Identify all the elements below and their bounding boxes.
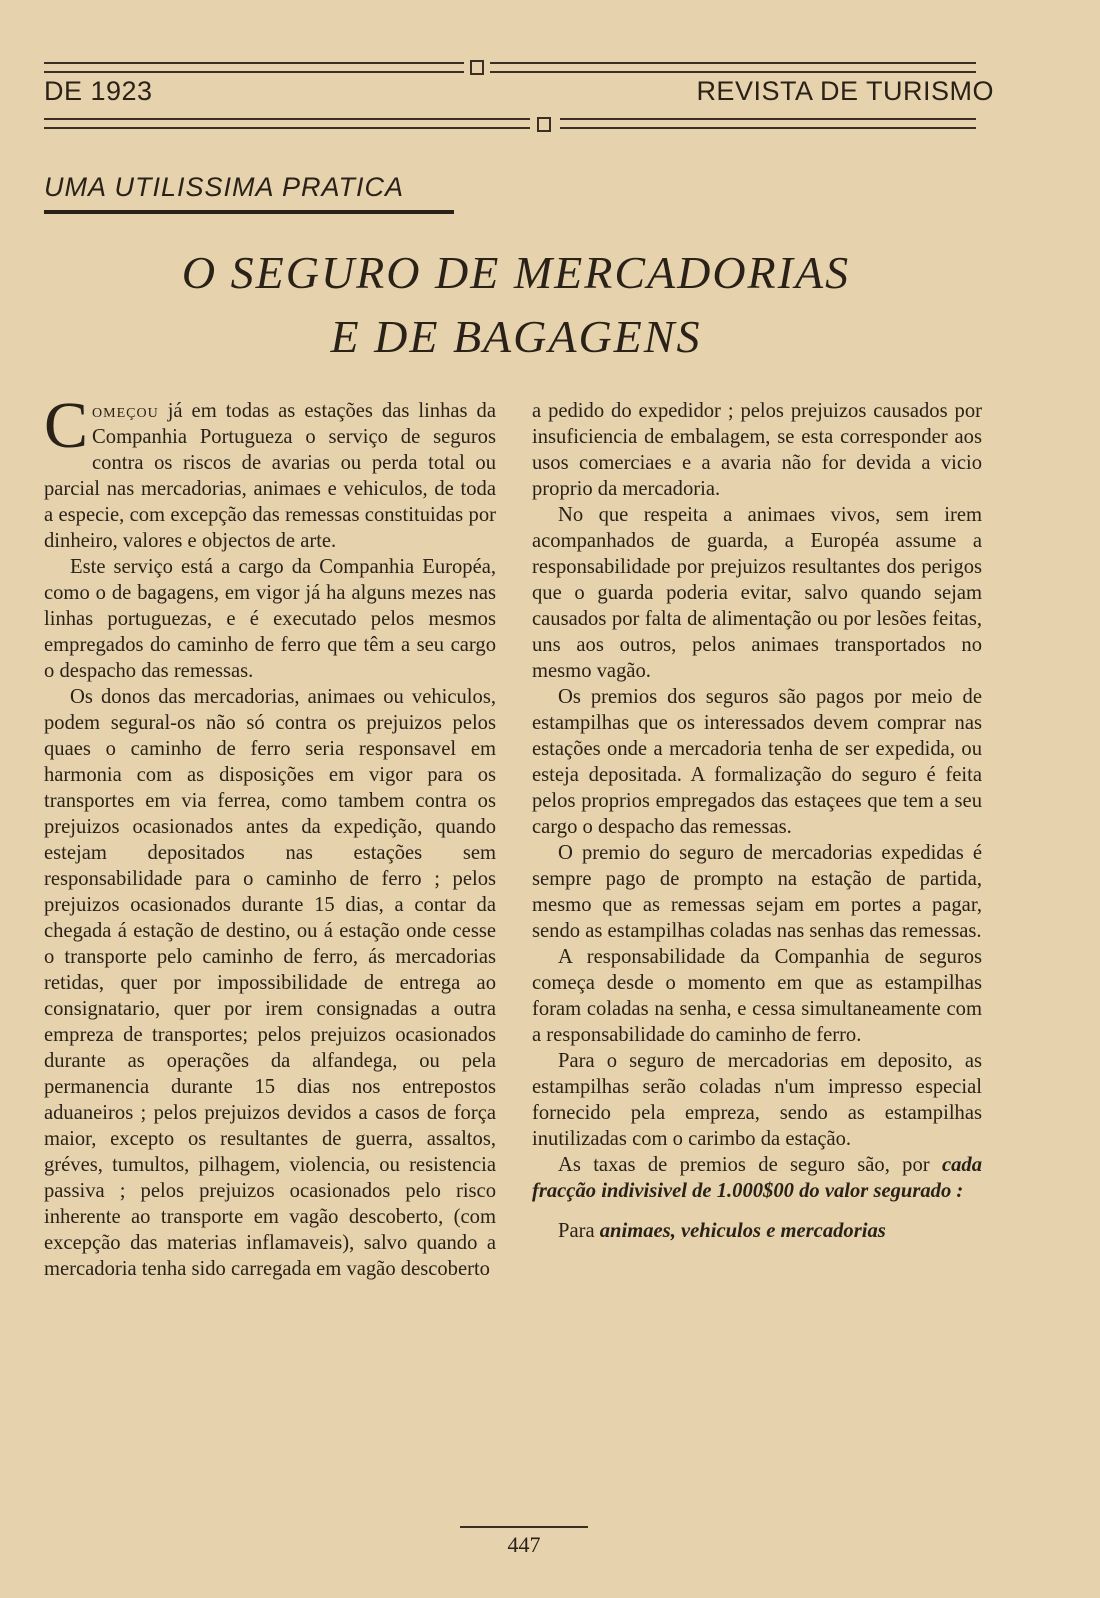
header-magazine-name: REVISTA DE TURISMO (696, 76, 994, 106)
paragraph-10-text: Para (558, 1220, 600, 1242)
paragraph-5: Os premios dos seguros são pagos por meio de estampilhas que os interessados devem comprar nas estações onde a mercadoria tenha de ser expedida, ou esteja depositada. A formalização do seguro é feita pelos proprios empregados das estaçees que tem a seu cargo o despacho das remessas. (532, 686, 982, 838)
paragraph-1 (44, 389, 496, 554)
paragraph-9-text: As taxas de premios de seguro são, por (558, 1154, 942, 1176)
paragraph-10 (532, 1218, 982, 1244)
header-bottom-rule-left (44, 118, 530, 129)
paragraph-6: O premio do seguro de mercadorias expedidas é sempre pago de prompto na estação de partida, mesmo que as remessas sejam em portes a pagar, sendo as estampilhas coladas nas senhas das remessas. (532, 842, 982, 942)
paragraph-2: Este serviço está a cargo da Companhia Européa, como o de bagagens, em vigor já ha alguns mezes nas linhas portuguezas, e é executado pelos mesmos empregados do caminho de ferro que têm a seu cargo o despacho das remessas. (44, 556, 496, 682)
paragraph-8: Para o seguro de mercadorias em deposito, as estampilhas serão coladas n'um impresso especial fornecido pela empreza, sendo as estampilhas inutilizadas com o carimbo da estação. (532, 1050, 982, 1150)
rule-ornament (537, 117, 551, 132)
headline-line-1: O SEGURO DE MERCADORIAS (181, 247, 851, 298)
headline-line-2: E DE BAGAGENS (330, 311, 702, 362)
paragraph-7: A responsabilidade da Companhia de seguros começa desde o momento em que as estampilhas foram coladas na senha, e cessa simultaneamente com a responsabilidade do caminho de ferro. (532, 946, 982, 1046)
article-column-right (532, 398, 982, 1244)
paragraph-3: Os donos das mercadorias, animaes ou vehiculos, podem segural-os não só contra os prejuizos pelos quaes o caminho de ferro seria responsavel em harmonia com as disposições em vigor para os transportes em via ferrea, como tambem contra os prejuizos ocasionados antes da expedição, quando estejam depositados nas estações sem responsabilidade para o caminho de ferro ; pelos prejuizos ocasionados durante 15 dias, a contar da chegada á estação de destino, ou á estação onde cesse o transporte pelo caminho de ferro, ás mercadorias retidas, quer por impossibilidade de entrega ao consignatario, quer por irem consignadas a outra empreza de transportes; pelos prejuizos ocasionados durante as operações da alfandega, ou pela permanencia durante 15 dias nos entrepostos aduaneiros ; pelos prejuizos devidos a casos de força maior, excepto os resultantes de guerra, assaltos, gréves, tumultos, pilhagem, violencia, ou resistencia passiva ; pelos prejuizos ocasionados pelo risco inherente ao transporte em vagão descoberto, (com excepção das materias inflamaveis), salvo quando a mercadoria tenha sido carregada em vagão descoberto (44, 686, 496, 1280)
paragraph-3-continued: a pedido do expedidor ; pelos prejuizos causados por insuficiencia de embalagem, se esta corresponder aos usos comerciaes e a avaria não for devida a vicio proprio da mercadoria. (532, 400, 982, 500)
paragraph-4: No que respeita a animaes vivos, sem irem acompanhados de guarda, a Européa assume a responsabilidade por prejuizos resultantes dos perigos que o guarda poderia evitar, salvo quando sejam causados por falta de alimentação ou por lesões feitas, uns aos outros, pelos animaes transportados no mesmo vagão. (532, 504, 982, 682)
paragraph-9 (532, 1152, 982, 1204)
footer-rule (460, 1526, 588, 1528)
rule-ornament (470, 60, 484, 75)
drop-cap: C (44, 389, 89, 462)
paragraph-9-emphasis: cada fracção indivisivel de 1.000$00 do valor segurado : (532, 1154, 982, 1202)
header-date: DE 1923 (44, 76, 153, 106)
section-title: UMA UTILISSIMA PRATICA (44, 172, 405, 202)
header-top-rule-right (490, 62, 976, 73)
paragraph-1-text: já em todas as estações das linhas da Companhia Portugueza o serviço de seguros contra os riscos de avarias ou perda total ou parcial nas mercadorias, animaes e vehiculos, de toda a especie, com excepção das remessas constituidas por dinheiro, valores e objectos de arte. (44, 400, 496, 552)
header-bottom-rule-right (560, 118, 976, 129)
paragraph-10-emphasis: animaes, vehiculos e mercadorias (599, 1220, 886, 1242)
article-column-left (44, 389, 496, 1282)
header-top-rule-left (44, 62, 464, 73)
lead-word: omeçou (92, 400, 159, 422)
page-number: 447 (507, 1532, 541, 1557)
section-underline (44, 210, 454, 214)
